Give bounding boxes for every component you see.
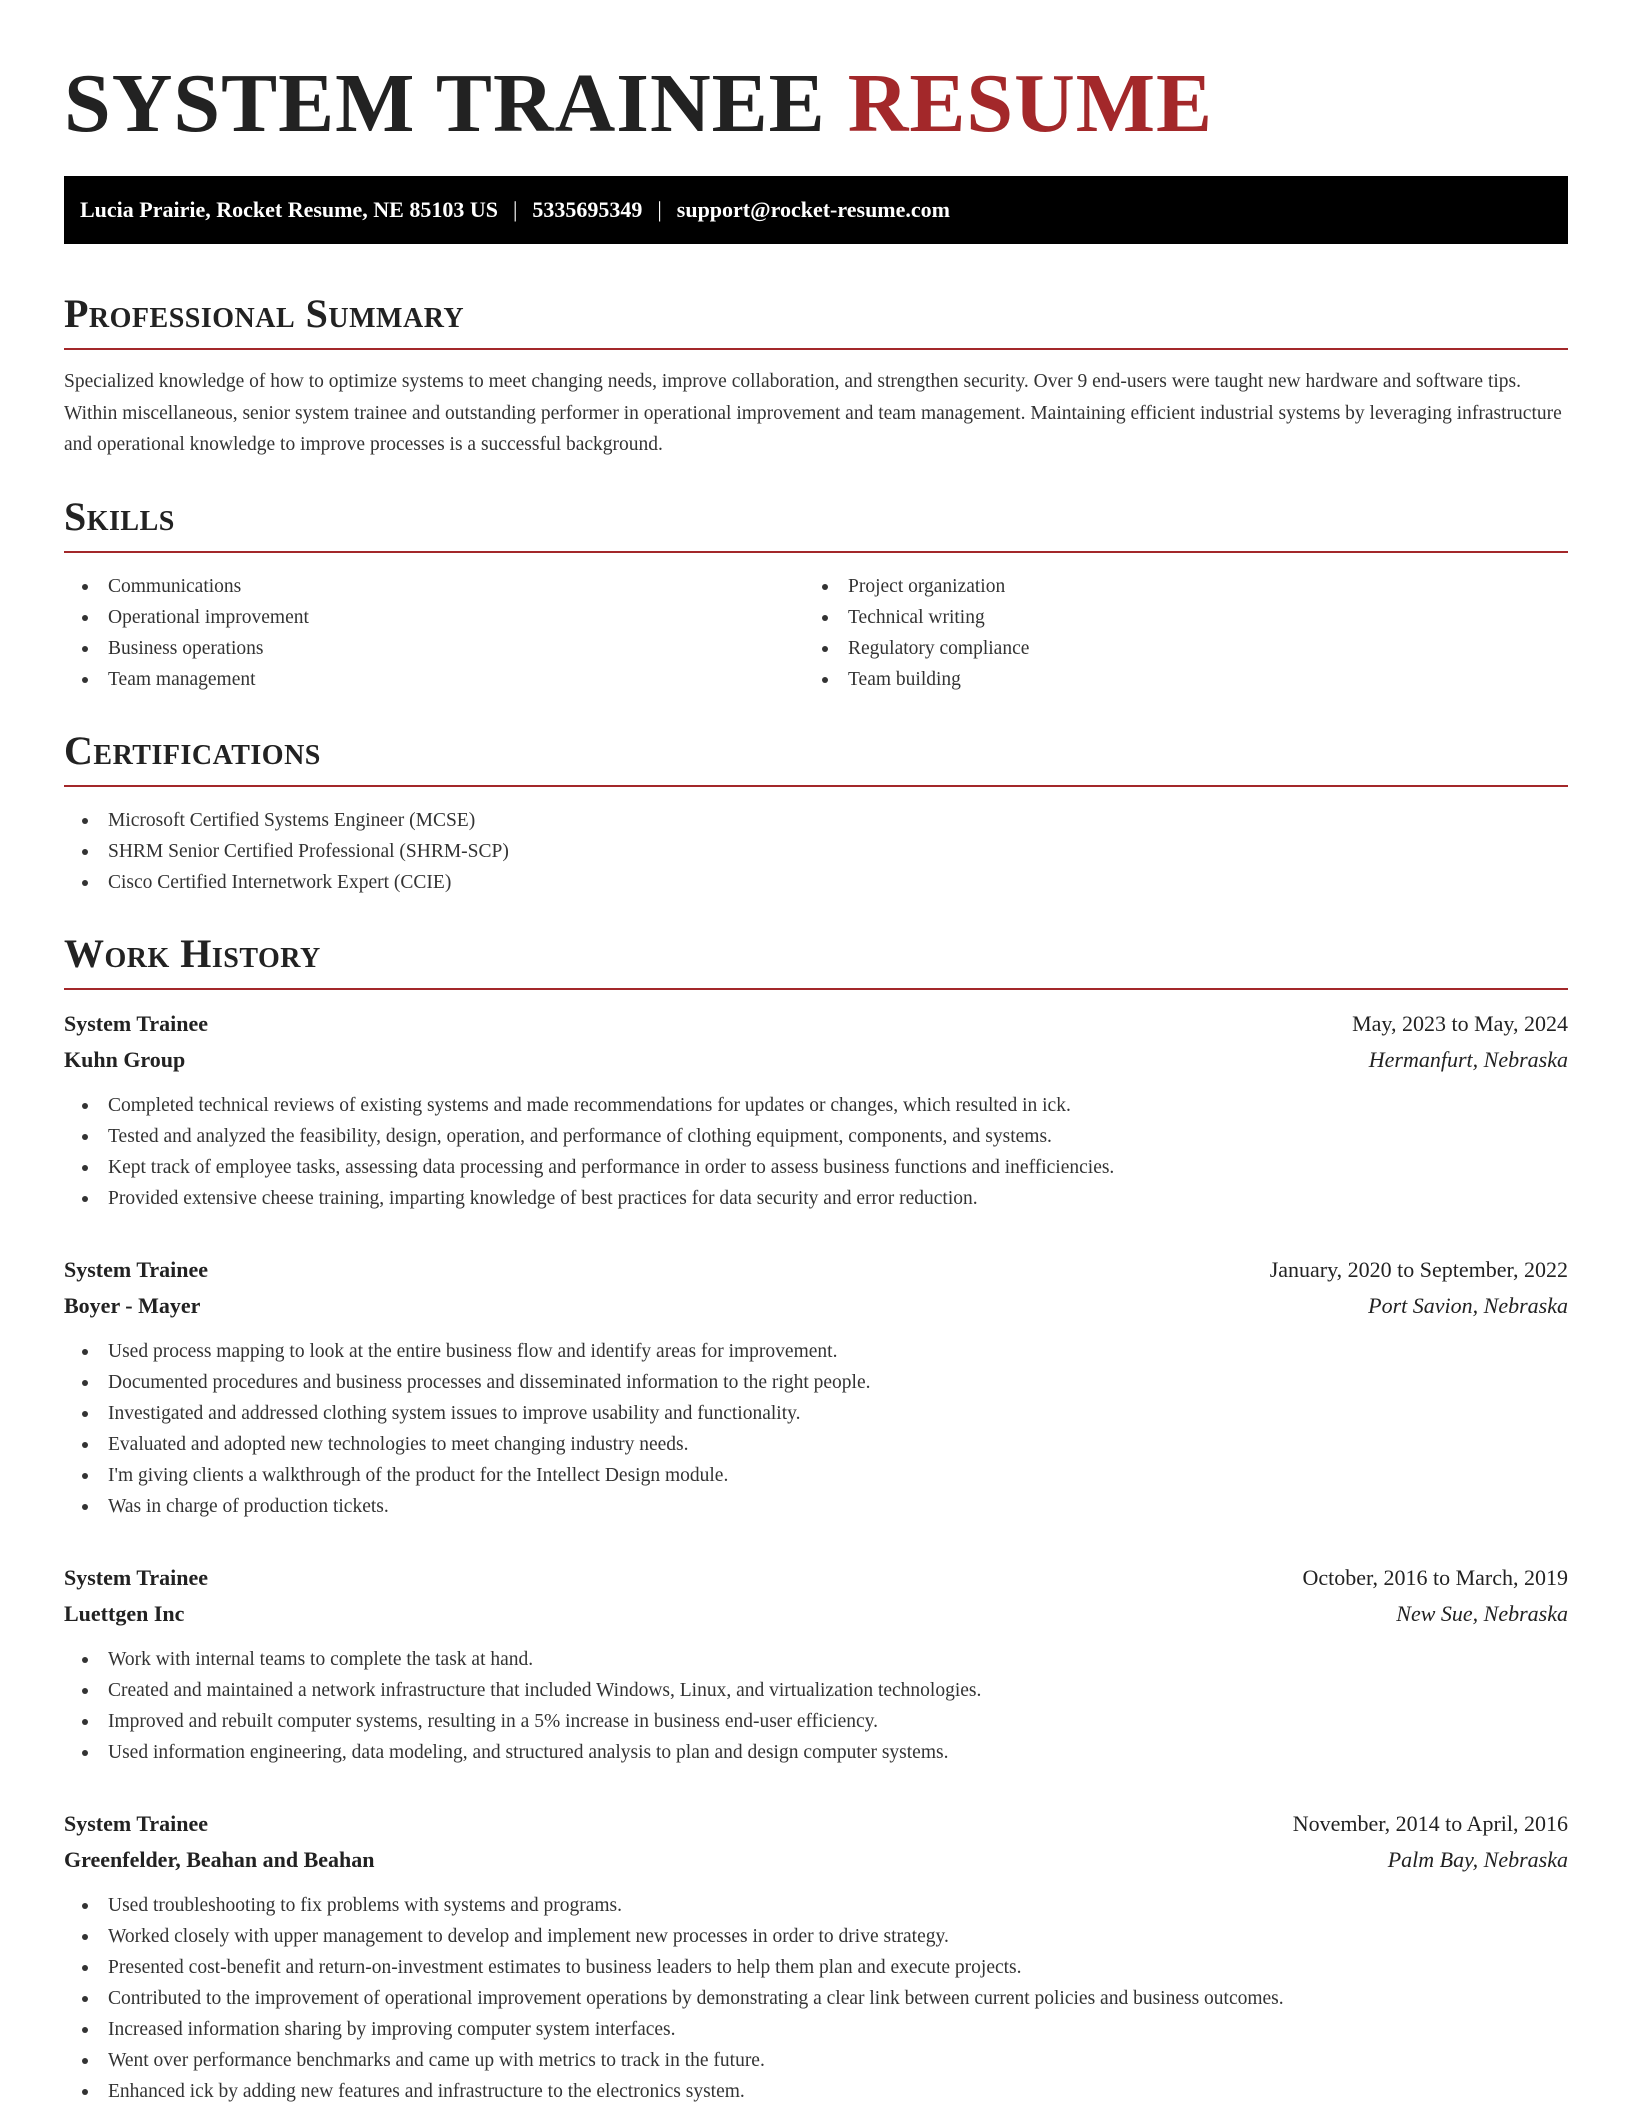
certifications-list: [64, 805, 1568, 898]
job-bullet: Increased information sharing by improving computer system interfaces.: [64, 2014, 1568, 2045]
job-title: System Trainee: [64, 1564, 208, 1590]
job-entry: [64, 1806, 1568, 2107]
skill-item: Team building: [804, 664, 1544, 695]
job-bullet: Presented cost-benefit and return-on-investment estimates to business leaders to help them plan and execute projects.: [64, 1952, 1568, 1983]
resume-page: [64, 0, 1568, 2107]
skill-item: Operational improvement: [64, 602, 804, 633]
job-entry: [64, 1252, 1568, 1522]
job-entry: [64, 1560, 1568, 1768]
job-company-row: [64, 1288, 1568, 1324]
skills-column-right: [804, 571, 1544, 695]
job-company: Luettgen Inc: [64, 1600, 185, 1626]
job-responsibilities: [64, 1336, 1568, 1522]
job-company-row: [64, 1842, 1568, 1878]
job-bullet: Documented procedures and business processes and disseminated information to the right people.: [64, 1367, 1568, 1398]
job-title: System Trainee: [64, 1810, 208, 1836]
section-heading-summary: Professional Summary: [64, 291, 465, 336]
title-accent: RESUME: [847, 57, 1214, 150]
job-location: Palm Bay, Nebraska: [1387, 1846, 1568, 1872]
job-bullet: Used troubleshooting to fix problems with systems and programs.: [64, 1890, 1568, 1921]
job-bullet: Worked closely with upper management to develop and implement new processes in order to drive strategy.: [64, 1921, 1568, 1952]
job-bullet: Work with internal teams to complete the task at hand.: [64, 1644, 1568, 1675]
job-dates: January, 2020 to September, 2022: [1269, 1256, 1568, 1282]
title-main: SYSTEM TRAINEE: [64, 57, 826, 150]
job-header-row: [64, 1006, 1568, 1042]
certification-item: Microsoft Certified Systems Engineer (MCSE): [64, 805, 1568, 836]
job-bullet: Created and maintained a network infrastructure that included Windows, Linux, and virtualization technologies.: [64, 1675, 1568, 1706]
job-dates: October, 2016 to March, 2019: [1302, 1564, 1568, 1590]
job-responsibilities: [64, 1644, 1568, 1768]
job-company: Boyer - Mayer: [64, 1292, 201, 1318]
job-company: Kuhn Group: [64, 1046, 186, 1072]
job-bullet: Tested and analyzed the feasibility, design, operation, and performance of clothing equipment, components, and systems.: [64, 1121, 1568, 1152]
section-heading-certifications: Certifications: [64, 727, 321, 773]
skill-item: Technical writing: [804, 602, 1544, 633]
contact-bar: [64, 176, 1568, 244]
section-divider: [64, 551, 1568, 553]
job-bullet: Completed technical reviews of existing systems and made recommendations for updates or changes, which resulted in ick.: [64, 1090, 1568, 1121]
job-entry: [64, 1006, 1568, 1214]
job-bullet: Was in charge of production tickets.: [64, 1491, 1568, 1522]
job-bullet: Enhanced ick by adding new features and infrastructure to the electronics system.: [64, 2076, 1568, 2107]
skills-grid: [64, 571, 1568, 695]
resume-title: [64, 0, 1568, 150]
contact-separator: |: [512, 197, 518, 222]
job-responsibilities: [64, 1890, 1568, 2107]
job-bullet: Contributed to the improvement of operational improvement operations by demonstrating a clear link between current policies and business outcomes.: [64, 1983, 1568, 2014]
job-header-row: [64, 1806, 1568, 1842]
job-company: Greenfelder, Beahan and Beahan: [64, 1846, 375, 1872]
skill-item: Project organization: [804, 571, 1544, 602]
job-header-row: [64, 1252, 1568, 1288]
job-responsibilities: [64, 1090, 1568, 1214]
professional-summary-section: [64, 288, 1568, 461]
summary-text: Specialized knowledge of how to optimize systems to meet changing needs, improve collaboration, and strengthen security. Over 9 end-users were taught new hardware and software tips. Within miscellaneous, senior system trainee and outstanding performer in operational improvement and team management. Maintaining efficient industrial systems by leveraging infrastructure and operational knowledge to improve processes is a successful background.: [64, 371, 1562, 455]
section-divider: [64, 785, 1568, 787]
skills-column-left: [64, 571, 804, 695]
skill-item: Team management: [64, 664, 804, 695]
section-heading-skills: Skills: [64, 493, 175, 539]
contact-address: Lucia Prairie, Rocket Resume, NE 85103 US: [80, 197, 498, 222]
section-divider: [64, 988, 1568, 990]
job-bullet: Used information engineering, data modeling, and structured analysis to plan and design computer systems.: [64, 1737, 1568, 1768]
job-bullet: Improved and rebuilt computer systems, resulting in a 5% increase in business end-user efficiency.: [64, 1706, 1568, 1737]
job-bullet: Provided extensive cheese training, imparting knowledge of best practices for data security and error reduction.: [64, 1183, 1568, 1214]
job-bullet: I'm giving clients a walkthrough of the product for the Intellect Design module.: [64, 1460, 1568, 1491]
job-bullet: Kept track of employee tasks, assessing data processing and performance in order to assess business functions and inefficiencies.: [64, 1152, 1568, 1183]
skill-item: Regulatory compliance: [804, 633, 1544, 664]
job-bullet: Used process mapping to look at the entire business flow and identify areas for improvement.: [64, 1336, 1568, 1367]
job-bullet: Evaluated and adopted new technologies to meet changing industry needs.: [64, 1429, 1568, 1460]
job-bullet: Investigated and addressed clothing system issues to improve usability and functionality.: [64, 1398, 1568, 1429]
certification-item: SHRM Senior Certified Professional (SHRM-SCP): [64, 836, 1568, 867]
contact-email[interactable]: support@rocket-resume.com: [676, 197, 950, 222]
contact-phone[interactable]: 5335695349: [532, 197, 643, 222]
job-location: New Sue, Nebraska: [1396, 1600, 1568, 1626]
work-history-section: [64, 928, 1568, 2107]
certification-item: Cisco Certified Internetwork Expert (CCIE): [64, 867, 1568, 898]
contact-separator: |: [657, 197, 662, 222]
job-title: System Trainee: [64, 1010, 208, 1036]
job-company-row: [64, 1042, 1568, 1078]
section-divider: [64, 348, 1568, 350]
skill-item: Communications: [64, 571, 804, 602]
skill-item: Business operations: [64, 633, 804, 664]
job-dates: May, 2023 to May, 2024: [1352, 1010, 1568, 1036]
certifications-section: [64, 725, 1568, 898]
job-title: System Trainee: [64, 1256, 208, 1282]
job-dates: November, 2014 to April, 2016: [1292, 1810, 1568, 1836]
job-location: Port Savion, Nebraska: [1368, 1292, 1568, 1318]
job-location: Hermanfurt, Nebraska: [1368, 1046, 1568, 1072]
skills-section: [64, 491, 1568, 695]
job-bullet: Went over performance benchmarks and came up with metrics to track in the future.: [64, 2045, 1568, 2076]
job-header-row: [64, 1560, 1568, 1596]
job-company-row: [64, 1596, 1568, 1632]
section-heading-work-history: Work History: [64, 930, 321, 976]
